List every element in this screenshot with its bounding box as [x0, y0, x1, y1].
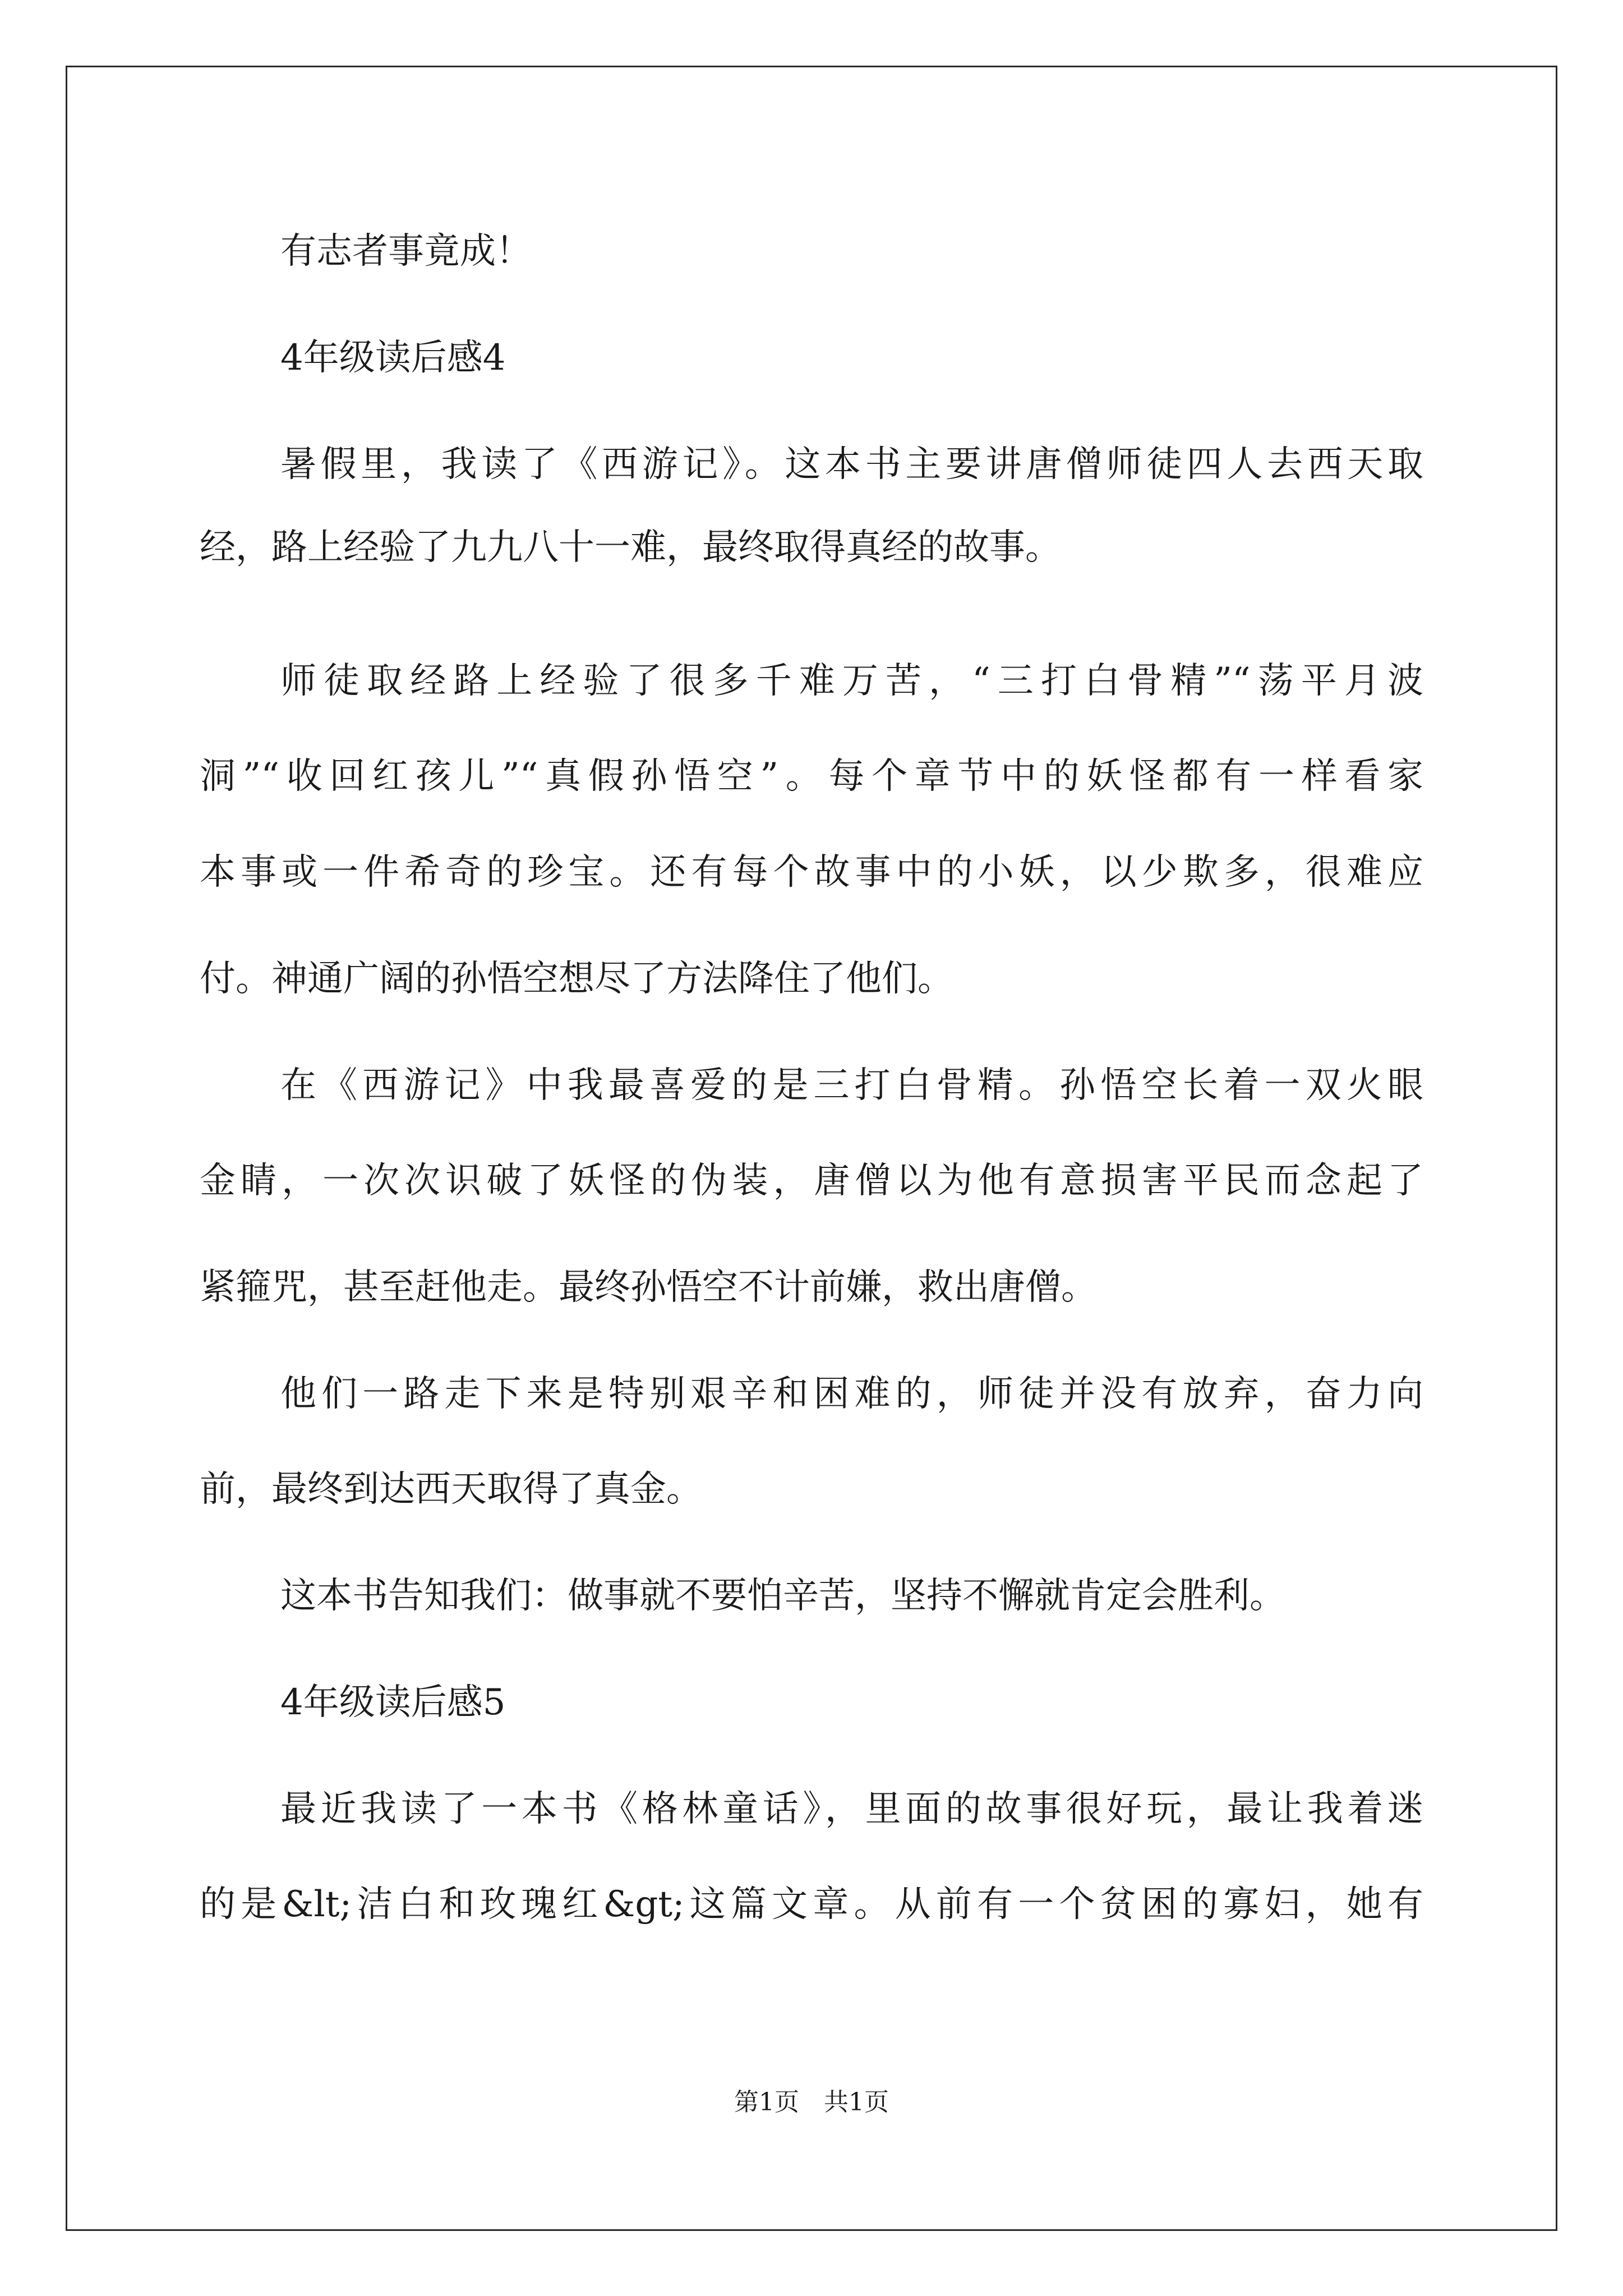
paragraph-line: 最近我读了一本书《格林童话》，里面的故事很好玩，最让我着迷 [280, 1788, 1423, 1830]
paragraph-line: 有志者事竟成！ [280, 231, 532, 272]
paragraph-line: 本事或一件希奇的珍宝。还有每个故事中的小妖，以少欺多，很难应 [200, 852, 1423, 893]
paragraph-line: 这本书告知我们：做事就不要怕辛苦，坚持不懈就肯定会胜利。 [280, 1575, 1285, 1617]
paragraph-line: 付。神通广阔的孙悟空想尽了方法降住了他们。 [200, 958, 953, 1000]
paragraph-line: 洞”“收回红孩儿”“真假孙悟空”。每个章节中的妖怪都有一样看家 [200, 756, 1423, 797]
paragraph-line: 他们一路走下来是特别艰辛和困难的，师徒并没有放弃，奋力向 [280, 1373, 1423, 1415]
paragraph-line: 经，路上经验了九九八十一难，最终取得真经的故事。 [200, 527, 1061, 568]
paragraph-line: 金睛，一次次识破了妖怪的伪装，唐僧以为他有意损害平民而念起了 [200, 1160, 1423, 1202]
page-footer: 第1页 共1页 [734, 2088, 889, 2116]
paragraph-line: 紧箍咒，甚至赶他走。最终孙悟空不计前嫌，救出唐僧。 [200, 1267, 1097, 1308]
paragraph-line: 的是&lt;洁白和玫瑰红&gt;这篇文章。从前有一个贫困的寡妇，她有 [200, 1884, 1423, 1925]
paragraph-line: 在《西游记》中我最喜爱的是三打白骨精。孙悟空长着一双火眼 [280, 1065, 1423, 1106]
section-heading: 4年级读后感4 [280, 337, 506, 379]
paragraph-line: 师徒取经路上经验了很多千难万苦，“三打白骨精”“荡平月波 [280, 660, 1423, 702]
section-heading: 4年级读后感5 [280, 1682, 506, 1723]
paragraph-line: 前，最终到达西天取得了真金。 [200, 1469, 702, 1510]
paragraph-line: 暑假里，我读了《西游记》。这本书主要讲唐僧师徒四人去西天取 [280, 444, 1423, 485]
